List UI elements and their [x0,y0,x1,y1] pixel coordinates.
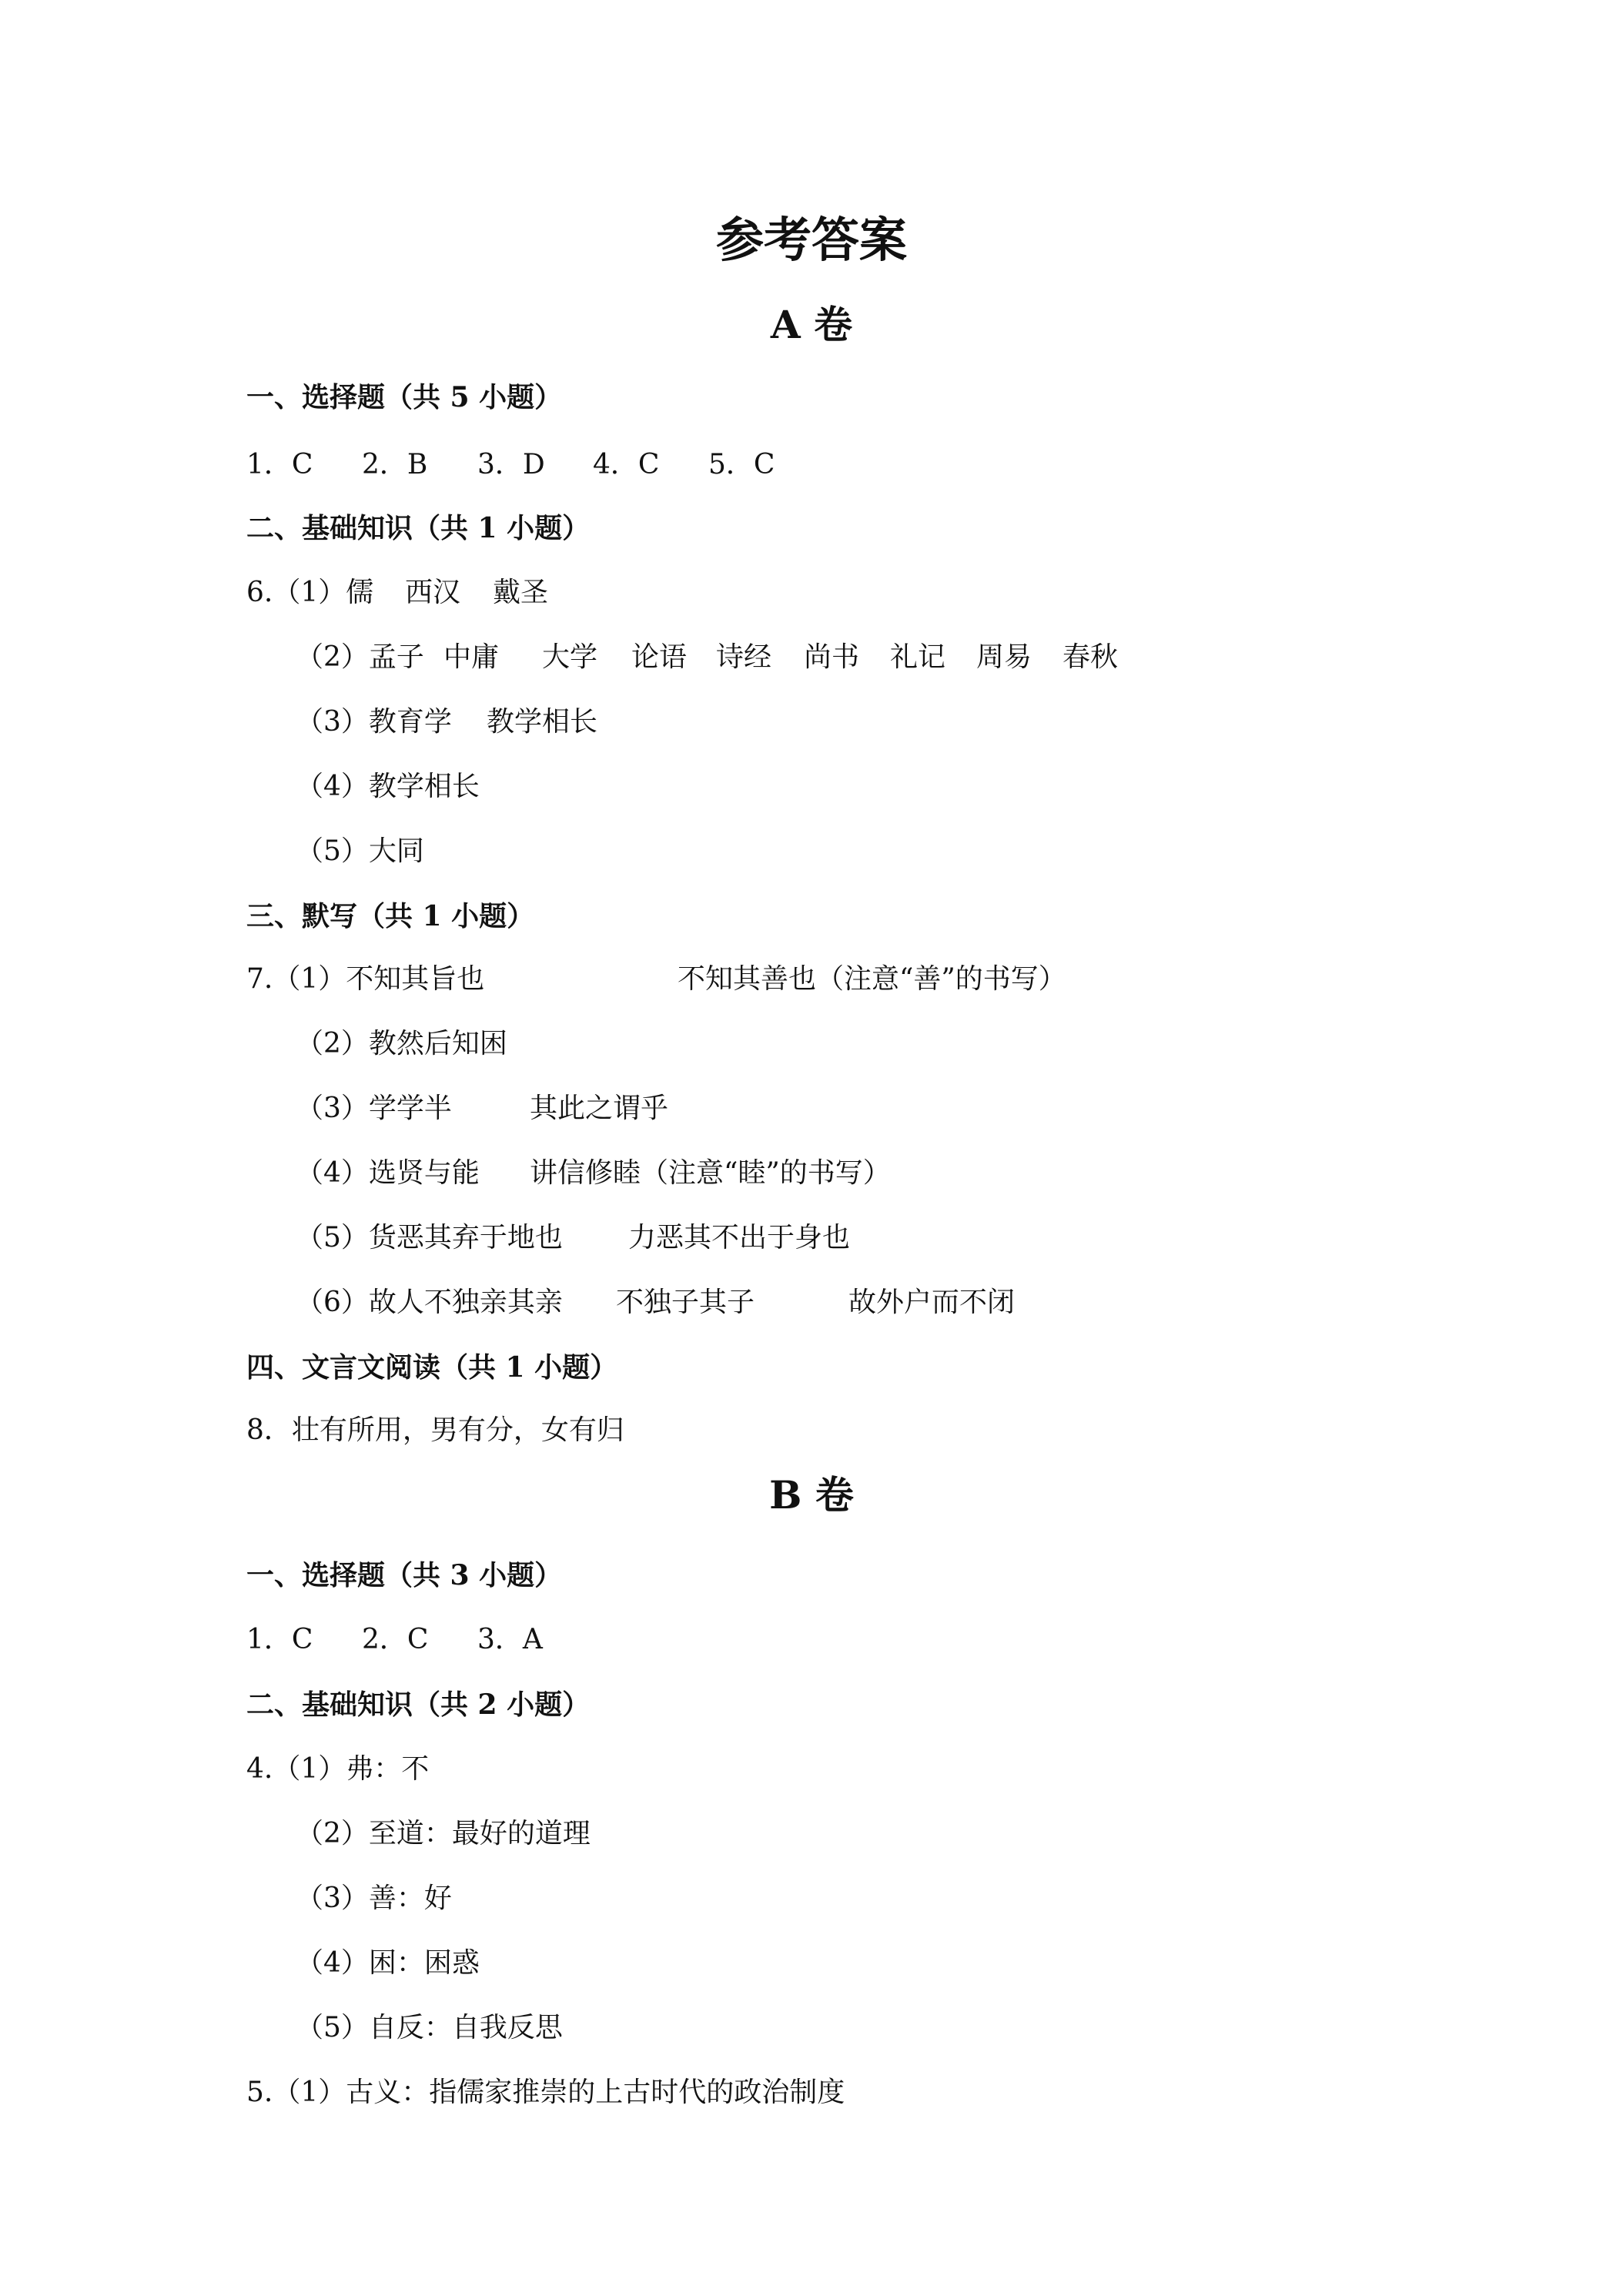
q7-line-3 [296,1092,1451,1126]
answer-item: 1．C [246,1624,313,1655]
answer-item: 4．C [593,449,660,480]
section-a-choice-answers [246,448,1401,482]
answer-item: 大学 [542,641,598,673]
answer-item: 不知其善也（注意“善”的书写） [678,963,1066,995]
answer-item: 故外户而不闭 [848,1287,1016,1318]
answer-item: 力恶其不出于身也 [628,1222,851,1253]
q6-line-4: （4）教学相长 [296,771,480,802]
answer-item: 春秋 [1062,641,1119,673]
answer-item: 5．C [708,449,775,480]
section-a-dictation-heading: 三、默写（共 1 小题） [246,900,535,932]
answer-item: 周易 [976,641,1032,673]
answer-item: （2）孟子 [296,641,424,673]
answer-item: 礼记 [890,641,946,673]
answer-item: （3）教育学 [296,706,452,738]
answer-item: 论语 [631,641,688,673]
q7-line-1 [246,962,1401,996]
b-q4-line-3: （3）善：好 [296,1883,452,1914]
answer-item: 3．A [477,1624,543,1655]
section-b-choice-heading: 一、选择题（共 3 小题） [246,1559,563,1591]
q6-line-1 [246,576,1401,610]
section-b-basic-heading: 二、基础知识（共 2 小题） [246,1689,591,1721]
b-q4-line-1: 4.（1）弗：不 [246,1753,430,1785]
answer-item: 其此之谓乎 [530,1093,669,1124]
q6-line-5: （5）大同 [296,835,424,867]
b-q4-line-2: （2）至道：最好的道理 [296,1818,591,1849]
answer-item: 中庸 [443,641,500,673]
answer-item: 讲信修睦（注意“睦”的书写） [530,1157,891,1189]
q8-answer: 8．壮有所用，男有分，女有归 [246,1414,624,1446]
b-q5-line-1: 5.（1）古义：指儒家推崇的上古时代的政治制度 [246,2077,845,2108]
answer-item: （5）货恶其弃于地也 [296,1222,563,1253]
b-q4-line-4: （4）困：困惑 [296,1947,480,1979]
answer-item: 7.（1）不知其旨也 [246,963,485,995]
answer-item: 诗经 [716,641,772,673]
answer-item: 戴圣 [493,577,549,608]
answer-item: （3）学学半 [296,1093,452,1124]
answer-item: 2．B [362,449,428,480]
answer-item: （6）故人不独亲其亲 [296,1287,563,1318]
answer-item: 1．C [246,449,313,480]
section-a-reading-heading: 四、文言文阅读（共 1 小题） [246,1351,618,1384]
section-b-choice-answers [246,1623,1401,1657]
section-a-basic-heading: 二、基础知识（共 1 小题） [246,512,591,544]
answer-item: 教学相长 [487,706,598,738]
answer-item: 西汉 [405,577,461,608]
section-a-choice-heading: 一、选择题（共 5 小题） [246,381,563,413]
answer-item: 3．D [477,449,545,480]
answer-item: 6.（1）儒 [246,577,374,608]
q7-line-5 [296,1221,1451,1255]
q7-line-6 [296,1286,1451,1320]
section-b-title: B 卷 [769,1472,854,1518]
b-q4-line-5: （5）自反：自我反思 [296,2012,563,2043]
page-title: 参考答案 [715,212,907,268]
answer-item: 2．C [362,1624,429,1655]
answer-item: （4）选贤与能 [296,1157,480,1189]
q7-line-4 [296,1156,1451,1190]
answer-item: 尚书 [804,641,860,673]
q6-line-2 [296,641,1451,674]
answer-item: 不独子其子 [616,1287,755,1318]
section-a-title: A 卷 [770,302,853,347]
q6-line-3 [296,705,1451,739]
q7-line-2: （2）教然后知困 [296,1028,507,1059]
